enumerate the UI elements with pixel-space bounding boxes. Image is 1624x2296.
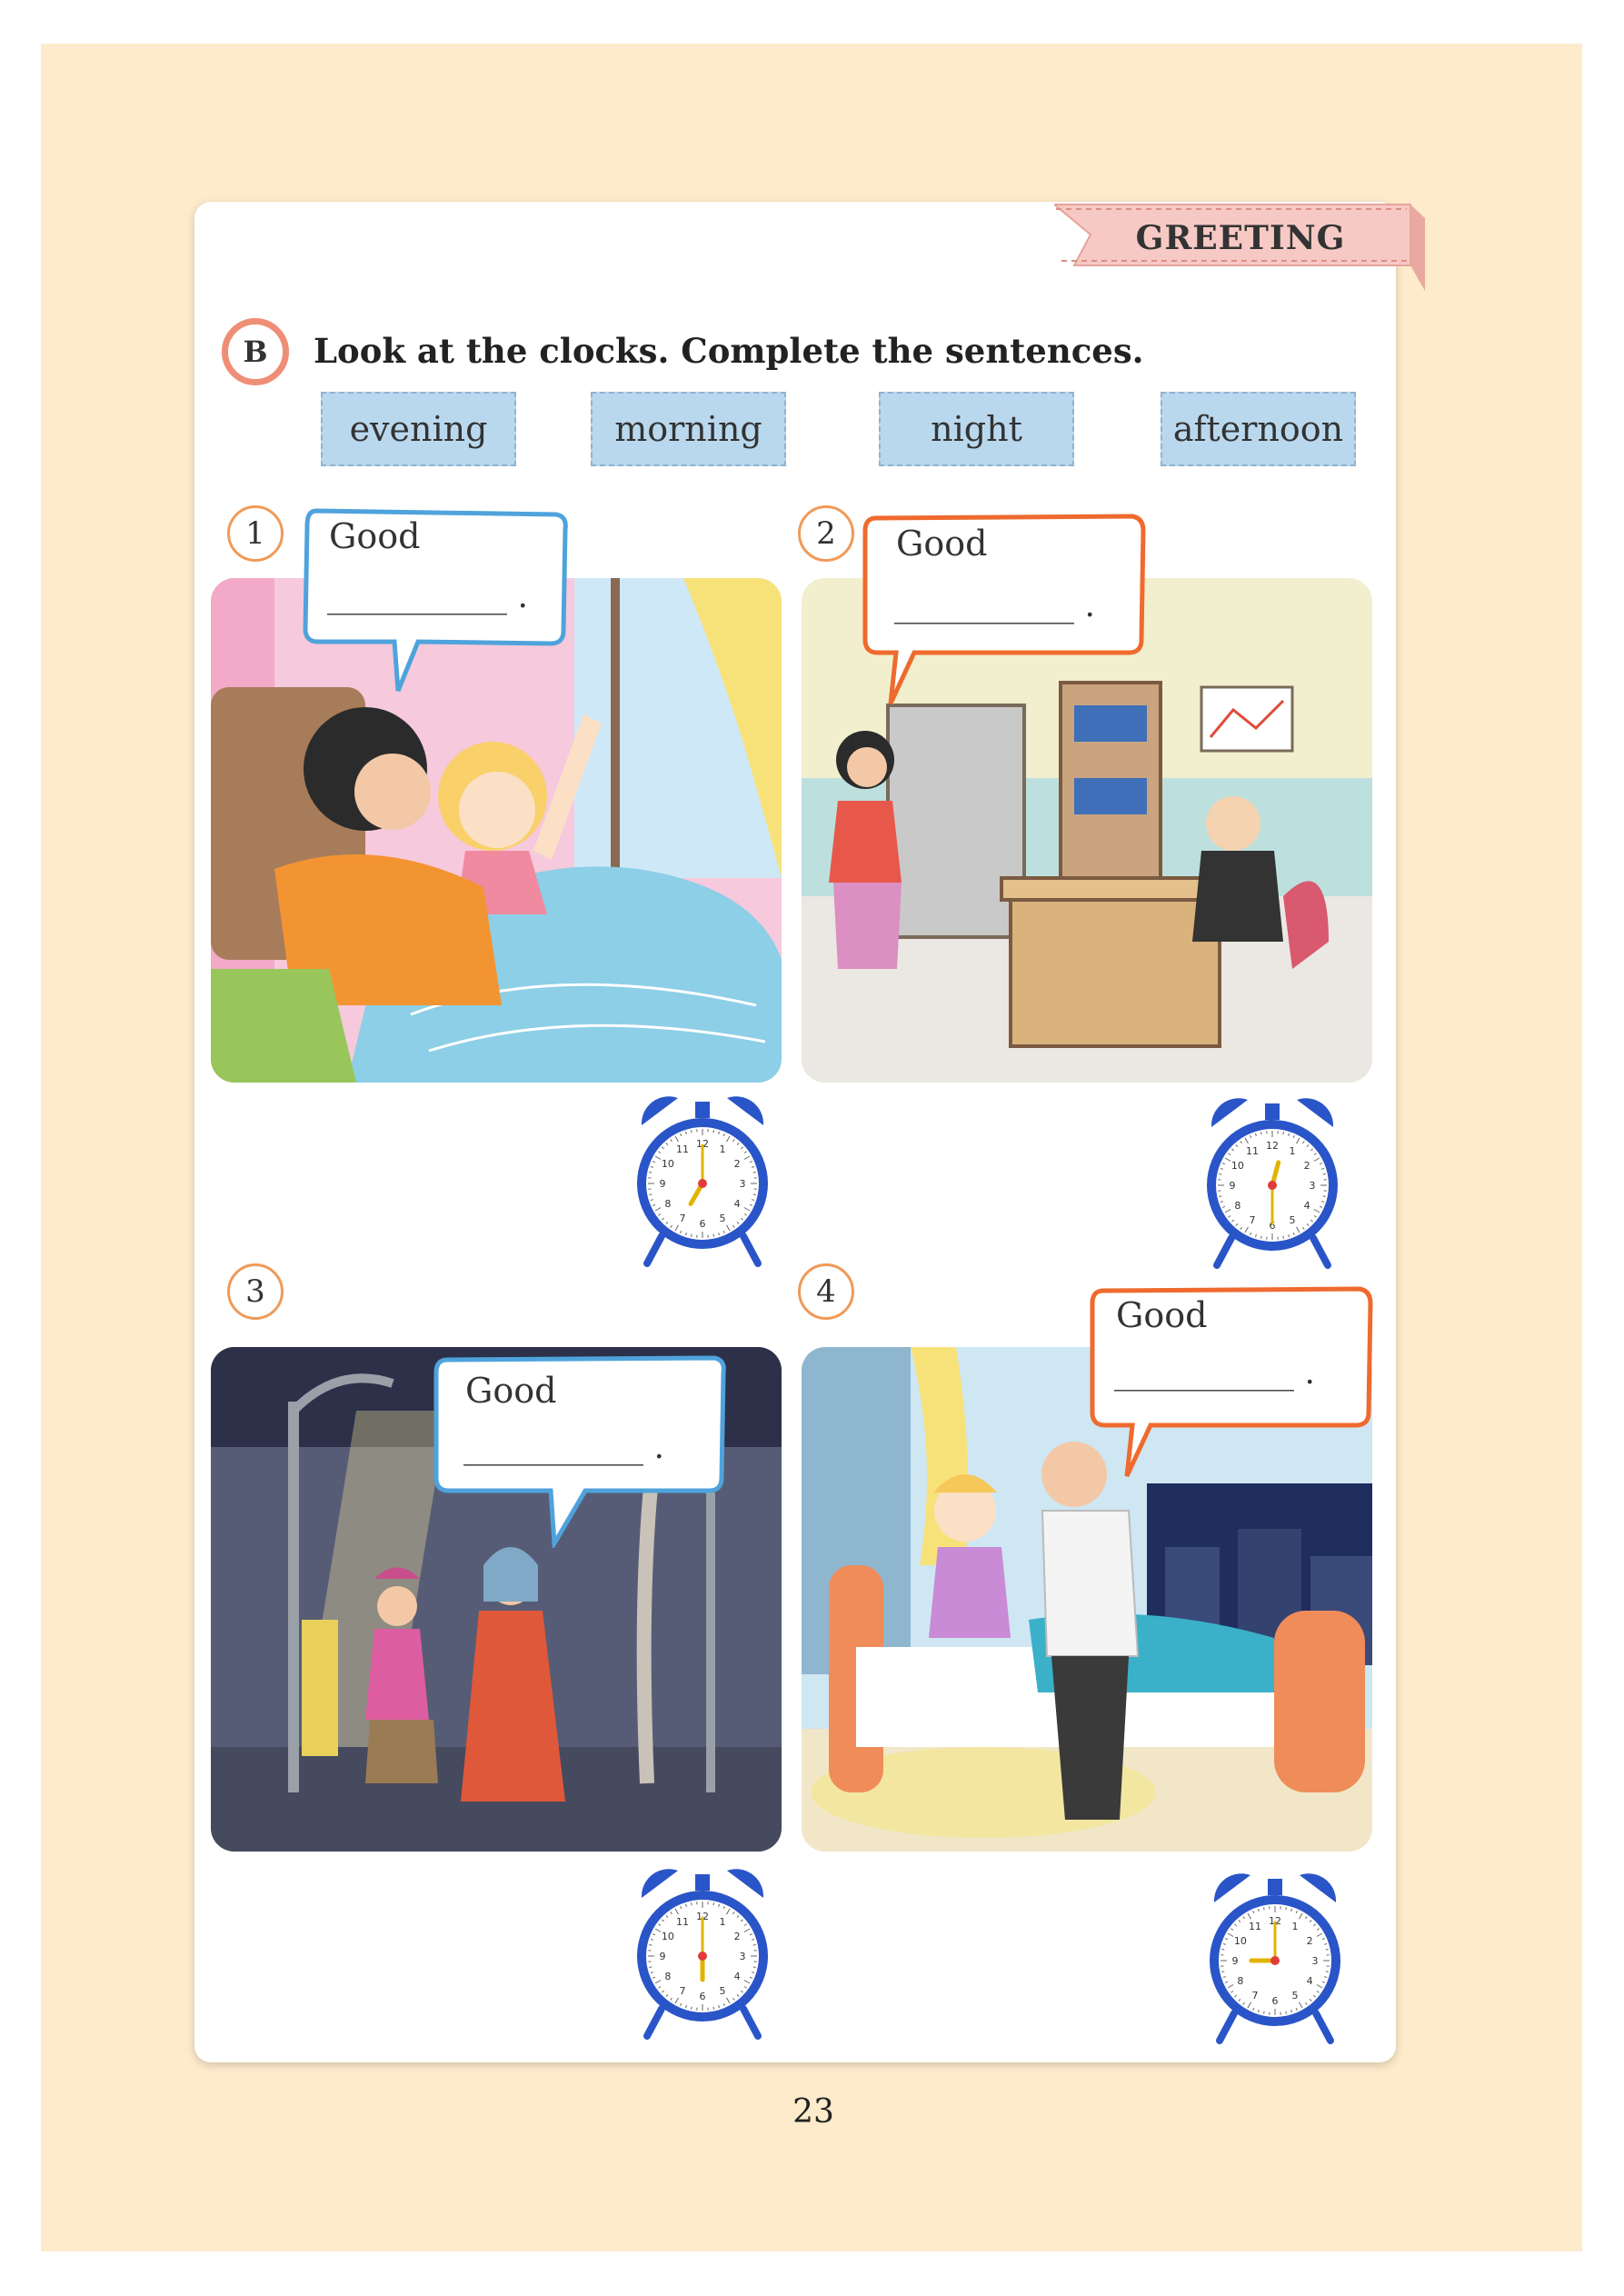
word-morning: morning: [591, 392, 786, 466]
clock-tick: [1283, 1132, 1284, 1134]
clock-tick: [1323, 1196, 1326, 1197]
clock-numeral: 12: [1266, 1140, 1279, 1152]
clock-bell-left: [1211, 1098, 1248, 1127]
clock-knob: [695, 1874, 710, 1891]
clock-numeral: 1: [1289, 1144, 1296, 1157]
clock-tick: [713, 1234, 714, 1237]
clock-tick: [753, 1194, 756, 1195]
bubble-4-answer-blank[interactable]: ___________ .: [1114, 1354, 1315, 1392]
clock-numeral: 7: [679, 1213, 686, 1225]
clock-numeral: 8: [1237, 1975, 1244, 1987]
clock-tick: [713, 1130, 714, 1133]
clock-numeral: 7: [679, 1985, 686, 1998]
bubble-3-greeting: Good: [465, 1371, 557, 1411]
clock-numeral: 11: [676, 1143, 689, 1155]
clock-bell-left: [642, 1096, 678, 1125]
clock-tick: [1221, 1950, 1224, 1951]
bubble-1-answer-blank[interactable]: ___________ .: [327, 578, 528, 615]
clock-leg-right: [743, 2009, 758, 2036]
clock-center: [1270, 1956, 1280, 1965]
clock-numeral: 5: [719, 1985, 726, 1998]
clock-tick: [1261, 1236, 1262, 1239]
page-number: 23: [792, 2093, 834, 2131]
clock-numeral: 4: [1306, 1975, 1313, 1987]
clock-numeral: 4: [733, 1971, 741, 1982]
clock-numeral: 10: [661, 1931, 674, 1942]
clock-numeral: 3: [739, 1951, 746, 1962]
clock-leg-left: [1220, 2013, 1234, 2041]
clock-bell-right: [727, 1096, 763, 1125]
exercise-number-1: 1: [227, 505, 284, 562]
clock-tick: [1264, 2011, 1265, 2014]
bubble-1-greeting: Good: [329, 516, 421, 556]
clock-leg-left: [647, 1236, 662, 1263]
exercise-number-2: 2: [798, 505, 854, 562]
clock-tick: [1261, 1132, 1262, 1134]
clock-numeral: 10: [1233, 1935, 1247, 1947]
clock-tick: [1286, 2011, 1287, 2014]
clock-leg-left: [1217, 1238, 1231, 1265]
clock-tick: [1326, 1950, 1329, 1951]
clock-knob: [1265, 1103, 1280, 1120]
clock-numeral: 4: [733, 1198, 741, 1210]
clock-numeral: 8: [1234, 1200, 1241, 1212]
ribbon-label: GREETING: [1135, 219, 1346, 257]
clock-numeral: 6: [1271, 1995, 1279, 2007]
clock-tick: [649, 1945, 652, 1946]
clock-numeral: 8: [664, 1971, 672, 1982]
clock-tick: [1283, 1236, 1284, 1239]
clock-numeral: 8: [664, 1198, 672, 1210]
clock-knob: [1268, 1879, 1282, 1895]
clock-numeral: 10: [661, 1158, 674, 1170]
clock-numeral: 5: [1291, 1990, 1299, 2002]
clock-center: [698, 1952, 707, 1961]
alarm-clock-4-icon: [1198, 1859, 1352, 2050]
bubble-4-greeting: Good: [1116, 1295, 1208, 1335]
word-night: night: [879, 392, 1074, 466]
clock-knob: [695, 1102, 710, 1118]
clock-bell-right: [1300, 1873, 1336, 1902]
clock-numeral: 10: [1230, 1160, 1244, 1172]
clock-numeral: 6: [699, 1991, 706, 2002]
clock-numeral: 2: [733, 1158, 741, 1170]
clock-numeral: 11: [1249, 1920, 1261, 1932]
alarm-clock-1-icon: [625, 1082, 780, 1273]
clock-numeral: 3: [1309, 1180, 1316, 1192]
clock-bell-left: [642, 1869, 678, 1898]
clock-center: [698, 1179, 707, 1188]
exercise-number-3: 3: [227, 1263, 284, 1320]
clock-numeral: 9: [659, 1178, 666, 1190]
clock-tick: [649, 1194, 652, 1195]
clock-numeral: 7: [1251, 1990, 1259, 2002]
clock-tick: [1219, 1174, 1221, 1175]
clock-numeral: 11: [676, 1915, 689, 1928]
clock-tick: [713, 2007, 714, 2010]
clock-numeral: 3: [1311, 1955, 1319, 1967]
clock-numeral: 12: [1269, 1915, 1281, 1927]
clock-numeral: 2: [1306, 1935, 1313, 1947]
clock-numeral: 1: [719, 1915, 726, 1928]
clock-numeral: 6: [1269, 1220, 1276, 1232]
alarm-clock-2-icon: [1195, 1083, 1350, 1274]
clock-numeral: 1: [719, 1143, 726, 1155]
clock-numeral: 9: [1231, 1955, 1239, 1967]
clock-numeral: 4: [1303, 1200, 1310, 1212]
clock-numeral: 12: [696, 1911, 709, 1922]
instruction-text: Look at the clocks. Complete the sentences.: [314, 331, 1144, 371]
clock-tick: [1219, 1196, 1221, 1197]
alarm-clock-3-icon: [625, 1854, 780, 2045]
clock-numeral: 7: [1249, 1214, 1256, 1227]
bubble-3-answer-blank[interactable]: ___________ .: [463, 1429, 664, 1466]
clock-numeral: 3: [739, 1178, 746, 1190]
clock-tick: [713, 1902, 714, 1905]
clock-tick: [649, 1967, 652, 1968]
bubble-2-greeting: Good: [896, 524, 988, 564]
clock-numeral: 9: [659, 1951, 666, 1962]
clock-numeral: 11: [1246, 1144, 1259, 1157]
clock-center: [1268, 1181, 1277, 1190]
section-badge: B: [222, 318, 289, 385]
word-afternoon: afternoon: [1161, 392, 1356, 466]
bubble-2-answer-blank[interactable]: ___________ .: [894, 587, 1095, 624]
clock-tick: [753, 1945, 756, 1946]
clock-numeral: 12: [696, 1138, 709, 1150]
clock-numeral: 5: [1289, 1214, 1296, 1227]
clock-numeral: 2: [1303, 1160, 1310, 1172]
clock-leg-right: [1316, 2013, 1330, 2041]
clock-numeral: 5: [719, 1213, 726, 1225]
clock-bell-right: [727, 1869, 763, 1898]
word-evening: evening: [321, 392, 516, 466]
clock-numeral: 9: [1229, 1180, 1236, 1192]
clock-bell-right: [1297, 1098, 1333, 1127]
clock-tick: [1264, 1907, 1265, 1910]
clock-leg-right: [1313, 1238, 1328, 1265]
clock-numeral: 1: [1291, 1920, 1299, 1932]
clock-numeral: 6: [699, 1218, 706, 1230]
clock-numeral: 2: [733, 1931, 741, 1942]
clock-leg-left: [647, 2009, 662, 2036]
clock-leg-right: [743, 1236, 758, 1263]
clock-tick: [753, 1967, 756, 1968]
exercise-number-4: 4: [798, 1263, 854, 1320]
clock-tick: [1323, 1174, 1326, 1175]
clock-bell-left: [1214, 1873, 1250, 1902]
clock-tick: [1286, 1907, 1287, 1910]
